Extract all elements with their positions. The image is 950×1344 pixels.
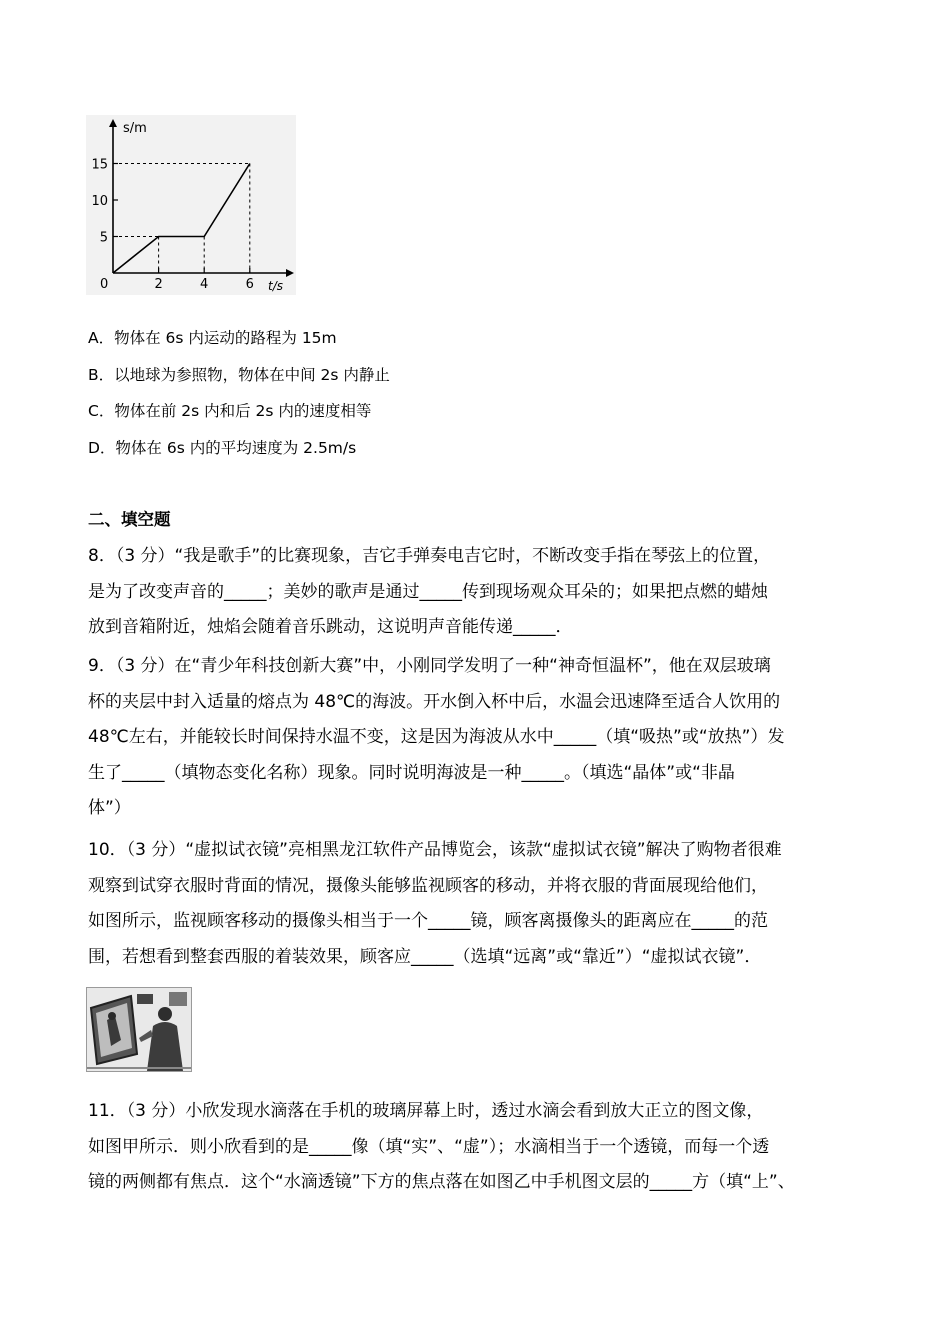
choice-options: [88, 326, 390, 472]
question-line: 如图甲所示．则小欣看到的是_____像（填“实”、“虚”）；水滴相当于一个透镜，而每一个透: [88, 1136, 770, 1157]
distance-time-graph: [86, 115, 296, 295]
option-c: C．物体在前 2s 内和后 2s 内的速度相等: [88, 402, 372, 420]
question-8: [88, 544, 868, 651]
question-10: [88, 838, 868, 980]
option-a: A．物体在 6s 内运动的路程为 15m: [88, 329, 337, 347]
option-d: D．物体在 6s 内的平均速度为 2.5m/s: [88, 438, 357, 457]
y-axis-label: s/m: [123, 121, 147, 136]
question-line: 放到音箱附近，烛焰会随着音乐跳动，这说明声音能传递_____．: [88, 617, 573, 637]
series-line: [113, 164, 250, 274]
x-tick-label: 4: [200, 277, 209, 292]
question-11: [88, 1099, 868, 1206]
section-title: 二、填空题: [88, 510, 171, 529]
y-tick-label: 15: [91, 157, 108, 173]
graph-canvas: [86, 115, 296, 295]
question-line: 围，若想看到整套西服的着装效果，顾客应_____（选填“远离”或“靠近”）“虚拟试衣镜”．: [88, 946, 762, 967]
question-line: 8．（3 分）“我是歌手”的比赛现象，吉它手弹奏电吉它时，不断改变手指在琴弦上的位置，: [88, 546, 771, 566]
question-line: 体”）: [88, 798, 131, 818]
question-line: 镜的两侧都有焦点．这个“水滴透镜”下方的焦点落在如图乙中手机图文层的_____方（填“上”、: [88, 1172, 795, 1192]
option-b: B．以地球为参照物，物体在中间 2s 内静止: [88, 365, 390, 384]
x-tick-label: 6: [245, 277, 254, 292]
x-tick-label: 2: [154, 277, 163, 292]
question-line: 9．（3 分）在“青少年科技创新大赛”中，小刚同学发明了一种“神奇恒温杯”，他在双层玻璃: [88, 656, 771, 676]
question-line: 杯的夹层中封入适量的熔点为 48℃的海波。开水倒入杯中后，水温会迅速降至适合人饮用的: [88, 691, 781, 712]
y-tick-label: 5: [99, 230, 108, 246]
question-line: 观察到试穿衣服时背面的情况，摄像头能够监视顾客的移动，并将衣服的背面展现给他们，: [88, 875, 768, 896]
question-line: 是为了改变声音的_____；美妙的歌声是通过_____传到现场观众耳朵的；如果把点燃的蜡烛: [88, 581, 768, 602]
fitting-mirror-photo: [86, 987, 192, 1072]
y-tick-label: 10: [91, 194, 108, 209]
question-line: 如图所示，监视顾客移动的摄像头相当于一个_____镜，顾客离摄像头的距离应在_____的范: [88, 911, 768, 931]
question-line: 10．（3 分）“虚拟试衣镜”亮相黑龙江软件产品博览会，该款“虚拟试衣镜”解决了购物者很难: [88, 840, 782, 860]
question-9: [88, 654, 868, 832]
question-line: 11．（3 分）小欣发现水滴落在手机的玻璃屏幕上时，透过水滴会看到放大正立的图文像，: [88, 1101, 764, 1121]
x-axis-label: t/s: [268, 279, 283, 293]
fitting-mirror-image: [87, 988, 191, 1071]
origin-label: 0: [100, 277, 109, 292]
question-line: 生了_____（填物态变化名称）现象。同时说明海波是一种_____。（填选“晶体”或“非晶: [88, 762, 735, 783]
question-line: 48℃左右，并能较长时间保持水温不变，这是因为海波从水中_____（填“吸热”或“放热”）发: [88, 727, 785, 747]
